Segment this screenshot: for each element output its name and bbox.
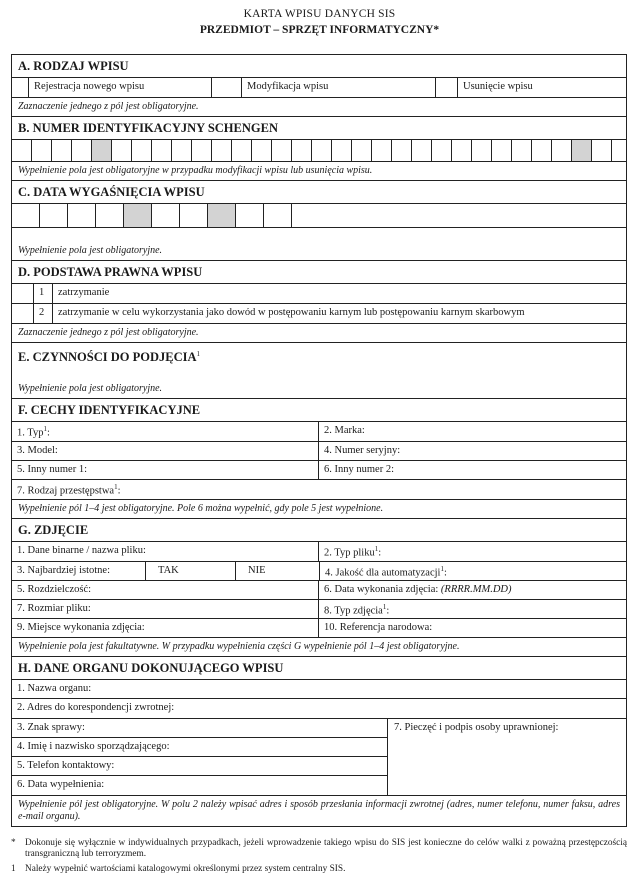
section-e-field[interactable] — [12, 366, 626, 380]
field-photo-type[interactable] — [319, 600, 626, 618]
expiry-date-char-box[interactable] — [152, 204, 180, 227]
schengen-id-char-box[interactable] — [432, 140, 452, 161]
field-type[interactable] — [12, 422, 319, 441]
legal-basis-item-1 — [12, 284, 626, 304]
footnotes — [11, 838, 627, 879]
field-offence-type-label: 7. Rodzaj przestępstwa — [17, 485, 115, 497]
checkbox-delete-entry[interactable] — [436, 78, 458, 97]
document-title: KARTA WPISU DANYCH SIS — [243, 8, 396, 20]
footnote-star-text: Dokonuje się wyłącznie w indywidualnych przypadkach, jeżeli wprowadzenie takiego wpisu do SIS jest konieczne do celów walki z poważną przestępczością transgraniczną lub terroryzmem. — [25, 838, 627, 860]
features-row-3 — [12, 461, 626, 480]
schengen-id-char-box[interactable] — [512, 140, 532, 161]
field-photo-type-label: 8. Typ zdjęcia — [324, 605, 383, 617]
photo-row-4 — [12, 600, 626, 619]
field-file-size[interactable]: 7. Rozmiar pliku: — [12, 600, 319, 618]
footnote-star — [11, 838, 627, 860]
legal-basis-num-2: 2 — [34, 304, 53, 323]
schengen-id-char-box[interactable] — [112, 140, 132, 161]
checkbox-modify-entry[interactable] — [212, 78, 242, 97]
field-serial-number[interactable]: 4. Numer seryjny: — [324, 445, 401, 456]
schengen-id-char-box[interactable] — [492, 140, 512, 161]
schengen-id-char-box[interactable] — [72, 140, 92, 161]
field-binary-data[interactable]: 1. Dane binarne / nazwa pliku: — [12, 542, 319, 561]
field-national-reference[interactable]: 10. Referencja narodowa: — [324, 622, 433, 633]
photo-row-3 — [12, 581, 626, 600]
section-e-heading-text: E. CZYNNOŚCI DO PODJĘCIA — [18, 350, 197, 365]
schengen-id-char-box[interactable] — [272, 140, 292, 161]
field-type-footnote-ref: 1 — [43, 425, 47, 433]
section-g-heading: G. ZDJĘCIE — [12, 519, 626, 542]
legal-basis-checkbox-1[interactable] — [12, 284, 34, 303]
schengen-id-char-box[interactable] — [392, 140, 412, 161]
field-other-number-2[interactable]: 6. Inny numer 2: — [324, 464, 394, 475]
schengen-id-char-box[interactable] — [252, 140, 272, 161]
field-stamp-signature[interactable]: 7. Pieczęć i podpis osoby uprawnionej: — [394, 722, 559, 733]
schengen-id-char-box[interactable] — [32, 140, 52, 161]
field-file-type[interactable] — [319, 542, 626, 561]
field-photo-date[interactable] — [319, 581, 626, 599]
footnote-1-text: Należy wypełnić wartościami katalogowymi określonymi przez system centralny SIS. — [25, 864, 346, 875]
schengen-id-char-box[interactable] — [452, 140, 472, 161]
photo-row-5 — [12, 619, 626, 638]
expiry-date-char-box[interactable] — [40, 204, 68, 227]
schengen-id-boxes[interactable] — [12, 140, 626, 162]
expiry-date-char-box[interactable] — [208, 204, 236, 227]
field-return-address[interactable]: 2. Adres do korespondencji zwrotnej: — [17, 702, 175, 713]
option-delete-entry-label: Usunięcie wpisu — [463, 81, 533, 92]
legal-basis-checkbox-2[interactable] — [12, 304, 34, 323]
schengen-id-char-box[interactable] — [352, 140, 372, 161]
colon: : — [443, 567, 447, 579]
authority-left-column — [12, 719, 388, 795]
schengen-id-char-box[interactable] — [212, 140, 232, 161]
field-photo-type-footnote-ref: 1 — [382, 603, 387, 611]
entry-form — [11, 54, 627, 827]
footnote-1-mark: 1 — [11, 864, 16, 875]
field-case-reference[interactable]: 3. Znak sprawy: — [12, 719, 387, 738]
expiry-date-filler — [292, 204, 626, 227]
option-yes[interactable]: TAK — [146, 562, 236, 580]
colon: : — [386, 605, 390, 617]
field-resolution[interactable]: 5. Rozdzielczość: — [12, 581, 319, 599]
field-contact-phone[interactable]: 5. Telefon kontaktowy: — [12, 757, 387, 776]
checkbox-new-entry[interactable] — [12, 78, 29, 97]
section-h-note: Wypełnienie pól jest obligatoryjne. W polu 2 należy wpisać adres i sposób przesłania informacji zwrotnej (adres, numer telefonu, numer faksu, adres e-mail organu). — [18, 799, 620, 822]
field-offence-footnote-ref: 1 — [114, 483, 118, 491]
schengen-id-char-box[interactable] — [132, 140, 152, 161]
schengen-id-char-box[interactable] — [172, 140, 192, 161]
schengen-id-char-box[interactable] — [552, 140, 572, 161]
option-no[interactable]: NIE — [236, 562, 320, 580]
colon: : — [117, 485, 121, 497]
schengen-id-char-box[interactable] — [572, 140, 592, 161]
field-make[interactable]: 2. Marka: — [324, 425, 365, 436]
section-h-heading: H. DANE ORGANU DOKONUJĄCEGO WPISU — [12, 657, 626, 680]
photo-row-2 — [12, 562, 626, 581]
expiry-date-char-box[interactable] — [124, 204, 152, 227]
field-most-relevant: 3. Najbardziej istotne: — [12, 562, 146, 580]
field-fill-date[interactable]: 6. Data wypełnienia: — [17, 779, 105, 790]
section-e-heading — [12, 343, 626, 366]
schengen-id-char-box[interactable] — [292, 140, 312, 161]
expiry-date-char-box[interactable] — [264, 204, 292, 227]
features-row-2 — [12, 442, 626, 461]
schengen-id-char-box[interactable] — [152, 140, 172, 161]
option-modify-entry-label: Modyfikacja wpisu — [242, 78, 436, 97]
expiry-date-boxes[interactable] — [12, 204, 626, 228]
authority-grid — [12, 719, 626, 796]
field-offence-type[interactable] — [12, 480, 626, 499]
section-c-heading: C. DATA WYGAŚNIĘCIA WPISU — [12, 181, 626, 204]
document-subtitle: PRZEDMIOT – SPRZĘT INFORMATYCZNY* — [199, 23, 440, 36]
legal-basis-num-1: 1 — [34, 284, 53, 303]
field-automation-quality-label: 4. Jakość dla automatyzacji — [325, 567, 441, 579]
schengen-id-char-box[interactable] — [232, 140, 252, 161]
footnote-star-mark: * — [11, 838, 16, 848]
authority-row-1 — [12, 680, 626, 699]
field-quality-footnote-ref: 1 — [440, 565, 444, 573]
field-preparer-name[interactable]: 4. Imię i nazwisko sporządzającego: — [12, 738, 387, 757]
colon: : — [47, 427, 50, 439]
footnote-1 — [11, 864, 627, 875]
field-file-type-label: 2. Typ pliku — [324, 547, 375, 559]
schengen-id-char-box[interactable] — [472, 140, 492, 161]
schengen-id-char-box[interactable] — [312, 140, 332, 161]
section-c-spacer — [12, 228, 626, 242]
legal-basis-text-2: zatrzymanie w celu wykorzystania jako dowód w postępowaniu karnym lub postępowaniu karnym skarbowym — [58, 307, 525, 318]
section-g-note: Wypełnienie pola jest fakultatywne. W przypadku wypełnienia części G wypełnienie pól 1–4 jest obligatoryjne. — [12, 638, 626, 657]
section-a-heading: A. RODZAJ WPISU — [12, 55, 626, 78]
section-b-note: Wypełnienie pola jest obligatoryjne w przypadku modyfikacji wpisu lub usunięcia wpisu. — [12, 162, 626, 181]
field-other-number-1[interactable]: 5. Inny numer 1: — [12, 461, 319, 479]
features-row-4 — [12, 480, 626, 500]
section-b-heading: B. NUMER IDENTYFIKACYJNY SCHENGEN — [12, 117, 626, 140]
legal-basis-text-1: zatrzymanie — [58, 287, 110, 298]
schengen-id-char-box[interactable] — [592, 140, 612, 161]
section-d-note: Zaznaczenie jednego z pól jest obligatoryjne. — [12, 324, 626, 343]
photo-row-1 — [12, 542, 626, 562]
authority-row-2 — [12, 699, 626, 719]
field-automation-quality[interactable] — [320, 562, 626, 580]
legal-basis-item-2 — [12, 304, 626, 324]
expiry-date-char-box[interactable] — [180, 204, 208, 227]
schengen-id-char-box[interactable] — [372, 140, 392, 161]
schengen-id-char-box[interactable] — [332, 140, 352, 161]
section-c-note: Wypełnienie pola jest obligatoryjne. — [12, 242, 626, 261]
date-format-hint: (RRRR.MM.DD) — [440, 584, 512, 595]
field-photo-date-label: 6. Data wykonania zdjęcia: — [324, 584, 439, 595]
schengen-id-filler — [612, 140, 626, 161]
schengen-id-char-box[interactable] — [12, 140, 32, 161]
entry-type-row — [12, 78, 626, 98]
field-file-type-footnote-ref: 1 — [374, 545, 379, 553]
field-authority-name[interactable]: 1. Nazwa organu: — [17, 683, 92, 694]
expiry-date-char-box[interactable] — [96, 204, 124, 227]
colon: : — [378, 547, 382, 559]
features-row-1 — [12, 422, 626, 442]
field-type-label: 1. Typ — [17, 427, 44, 439]
field-model[interactable]: 3. Model: — [12, 442, 319, 460]
section-f-heading: F. CECHY IDENTYFIKACYJNE — [12, 399, 626, 422]
expiry-date-char-box[interactable] — [68, 204, 96, 227]
schengen-id-char-box[interactable] — [532, 140, 552, 161]
schengen-id-char-box[interactable] — [192, 140, 212, 161]
schengen-id-char-box[interactable] — [92, 140, 112, 161]
section-a-note: Zaznaczenie jednego z pól jest obligatoryjne. — [12, 98, 626, 117]
section-e-note: Wypełnienie pola jest obligatoryjne. — [12, 380, 626, 399]
section-e-footnote-ref: 1 — [196, 350, 200, 358]
option-new-entry-label: Rejestracja nowego wpisu — [29, 78, 212, 97]
document-header — [0, 0, 639, 52]
section-d-heading: D. PODSTAWA PRAWNA WPISU — [12, 261, 626, 284]
expiry-date-char-box[interactable] — [12, 204, 40, 227]
schengen-id-char-box[interactable] — [412, 140, 432, 161]
section-f-note: Wypełnienie pól 1–4 jest obligatoryjne. Pole 6 można wypełnić, gdy pole 5 jest wypełnione. — [12, 500, 626, 519]
field-photo-location[interactable]: 9. Miejsce wykonania zdjęcia: — [12, 619, 319, 637]
expiry-date-char-box[interactable] — [236, 204, 264, 227]
schengen-id-char-box[interactable] — [52, 140, 72, 161]
